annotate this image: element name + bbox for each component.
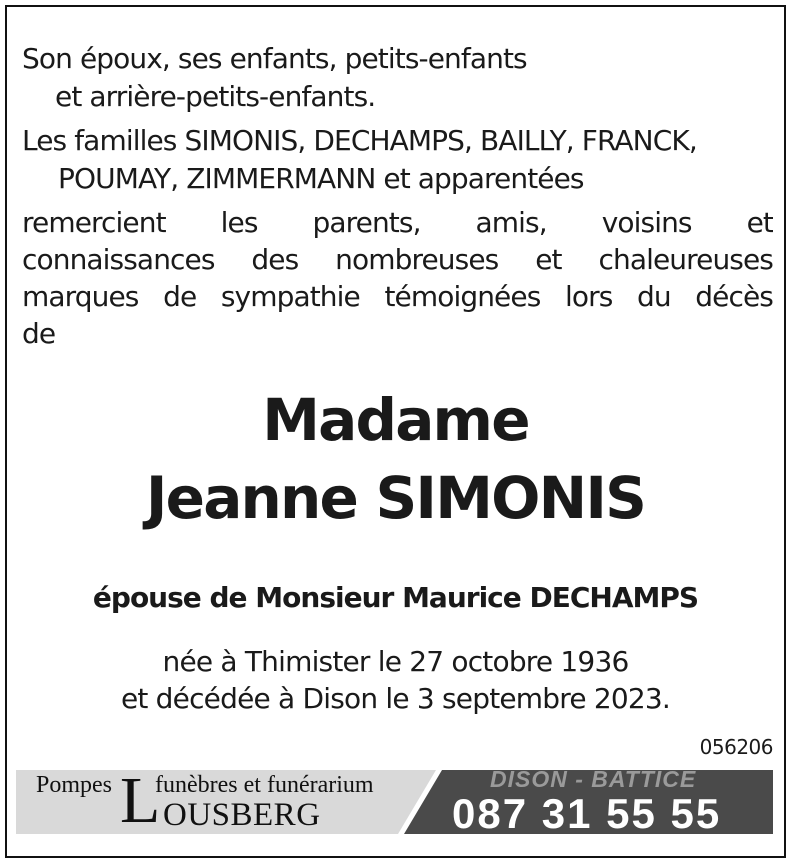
deceased-title: Madame xyxy=(262,386,529,454)
logo-initial: L xyxy=(120,764,161,837)
body-line-1: remercient les parents, amis, voisins et xyxy=(22,206,773,239)
banner-subtitle: funèbres et funérarium xyxy=(155,772,374,798)
deceased-name: Jeanne SIMONIS xyxy=(145,464,646,532)
intro-line-3: Les familles SIMONIS, DECHAMPS, BAILLY, FRANCK, xyxy=(22,124,697,157)
intro-line-4: POUMAY, ZIMMERMANN et apparentées xyxy=(58,162,584,195)
birth-line: née à Thimister le 27 octobre 1936 xyxy=(162,645,629,678)
banner-phone: 087 31 55 55 xyxy=(452,790,722,837)
body-line-4: de xyxy=(22,317,56,350)
reference-number: 056206 xyxy=(699,735,773,759)
intro-line-1: Son époux, ses enfants, petits-enfants xyxy=(22,42,527,75)
body-line-3: marques de sympathie témoignées lors du décès xyxy=(22,280,773,313)
spouse-line: épouse de Monsieur Maurice DECHAMPS xyxy=(92,581,699,614)
banner-locations: DISON - BATTICE xyxy=(490,766,697,792)
death-line: et décédée à Dison le 3 septembre 2023. xyxy=(120,682,671,715)
intro-line-2: et arrière-petits-enfants. xyxy=(55,80,376,113)
funeral-home-name: OUSBERG xyxy=(163,797,321,833)
body-line-2: connaissances des nombreuses et chaleureuses xyxy=(22,243,773,276)
banner-pompes-label: Pompes xyxy=(36,772,113,798)
